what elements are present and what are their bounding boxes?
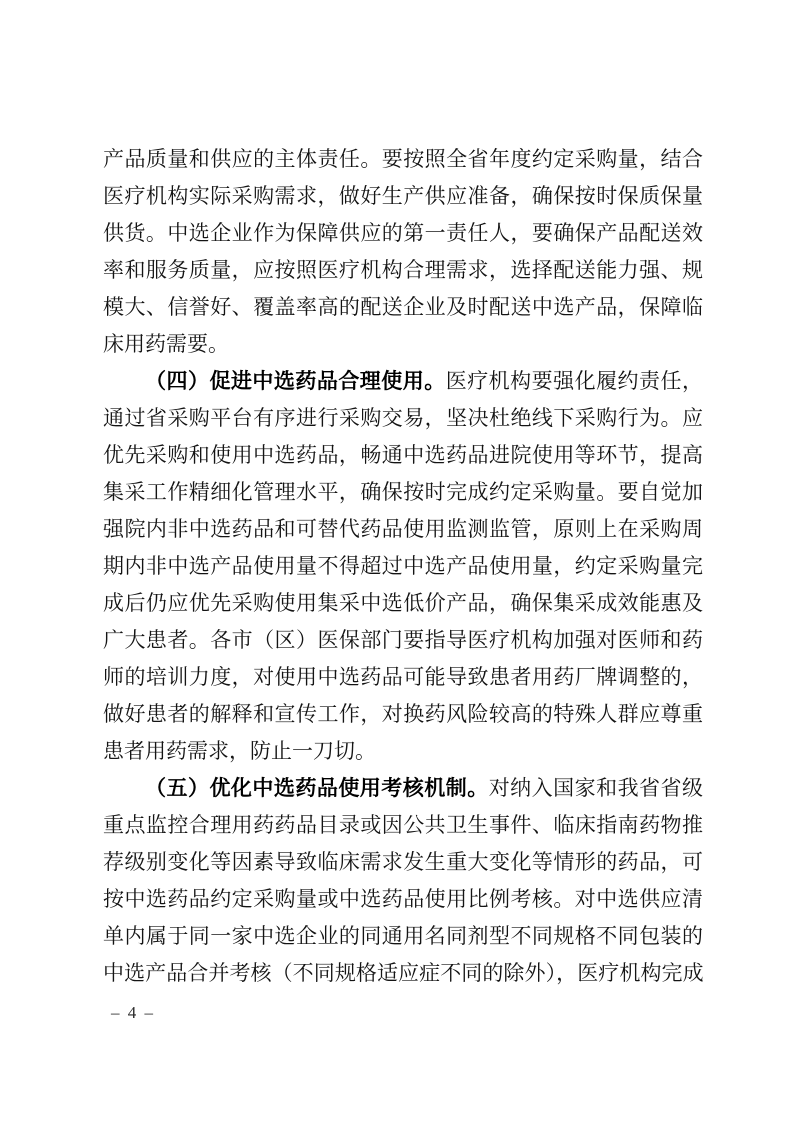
body-text: 模大、信誉好、覆盖率高的配送企业及时配送中选产品，保障临 <box>103 295 703 319</box>
text-line <box>103 437 703 474</box>
body-text: 集采工作精细化管理水平，确保按时完成约定采购量。要自觉加 <box>103 480 703 504</box>
text-line <box>103 289 703 326</box>
text-line <box>103 807 703 844</box>
body-text: 通过省采购平台有序进行采购交易，坚决杜绝线下采购行为。应 <box>103 406 703 430</box>
body-text: 中选产品合并考核（不同规格适应症不同的除外），医疗机构完成 <box>103 961 703 985</box>
section-heading: （四）促进中选药品合理使用。 <box>145 369 446 393</box>
body-text: 床用药需要。 <box>103 332 229 356</box>
body-text: 荐级别变化等因素导致临床需求发生重大变化等情形的药品，可 <box>103 850 703 874</box>
text-line <box>103 659 703 696</box>
body-text: 重点监控合理用药药品目录或因公共卫生事件、临床指南药物推 <box>103 813 703 837</box>
body-text: 医疗机构要强化履约责任， <box>445 369 703 393</box>
text-line <box>103 733 703 770</box>
body-text: 做好患者的解释和宣传工作，对换药风险较高的特殊人群应尊重 <box>103 702 703 726</box>
body-text: 患者用药需求，防止一刀切。 <box>103 739 376 763</box>
body-text: 师的培训力度，对使用中选药品可能导致患者用药厂牌调整的， <box>103 665 703 689</box>
text-line <box>103 178 703 215</box>
section-heading: （五）优化中选药品使用考核机制。 <box>145 776 489 800</box>
body-text: 医疗机构实际采购需求，做好生产供应准备，确保按时保质保量 <box>103 184 703 208</box>
text-line <box>103 252 703 289</box>
body-text: 优先采购和使用中选药品，畅通中选药品进院使用等环节，提高 <box>103 443 703 467</box>
body-text: 期内非中选产品使用量不得超过中选产品使用量，约定采购量完 <box>103 554 703 578</box>
body-text: 按中选药品约定采购量或中选药品使用比例考核。对中选供应清 <box>103 887 703 911</box>
body-text: 单内属于同一家中选企业的同通用名同剂型不同规格不同包装的 <box>103 924 703 948</box>
text-line <box>103 326 703 363</box>
body-text: 率和服务质量，应按照医疗机构合理需求，选择配送能力强、规 <box>103 258 703 282</box>
body-text: 产品质量和供应的主体责任。要按照全省年度约定采购量，结合 <box>103 147 703 171</box>
text-line <box>103 548 703 585</box>
document-body <box>103 141 703 992</box>
body-text: 供货。中选企业作为保障供应的第一责任人，要确保产品配送效 <box>103 221 703 245</box>
text-line <box>103 622 703 659</box>
text-line <box>103 955 703 992</box>
text-line <box>103 844 703 881</box>
text-line <box>103 696 703 733</box>
page-number: – 4 – <box>111 1003 155 1022</box>
text-line <box>103 215 703 252</box>
body-text: 成后仍应优先采购使用集采中选低价产品，确保集采成效能惠及 <box>103 591 703 615</box>
text-line <box>103 881 703 918</box>
body-text: 广大患者。各市（区）医保部门要指导医疗机构加强对医师和药 <box>103 628 703 652</box>
text-line <box>103 363 703 400</box>
text-line <box>103 474 703 511</box>
text-line <box>103 511 703 548</box>
text-line <box>103 400 703 437</box>
text-line <box>103 141 703 178</box>
text-line <box>103 585 703 622</box>
body-text: 强院内非中选药品和可替代药品使用监测监管，原则上在采购周 <box>103 517 703 541</box>
text-line <box>103 918 703 955</box>
body-text: 对纳入国家和我省省级 <box>488 776 703 800</box>
text-line <box>103 770 703 807</box>
